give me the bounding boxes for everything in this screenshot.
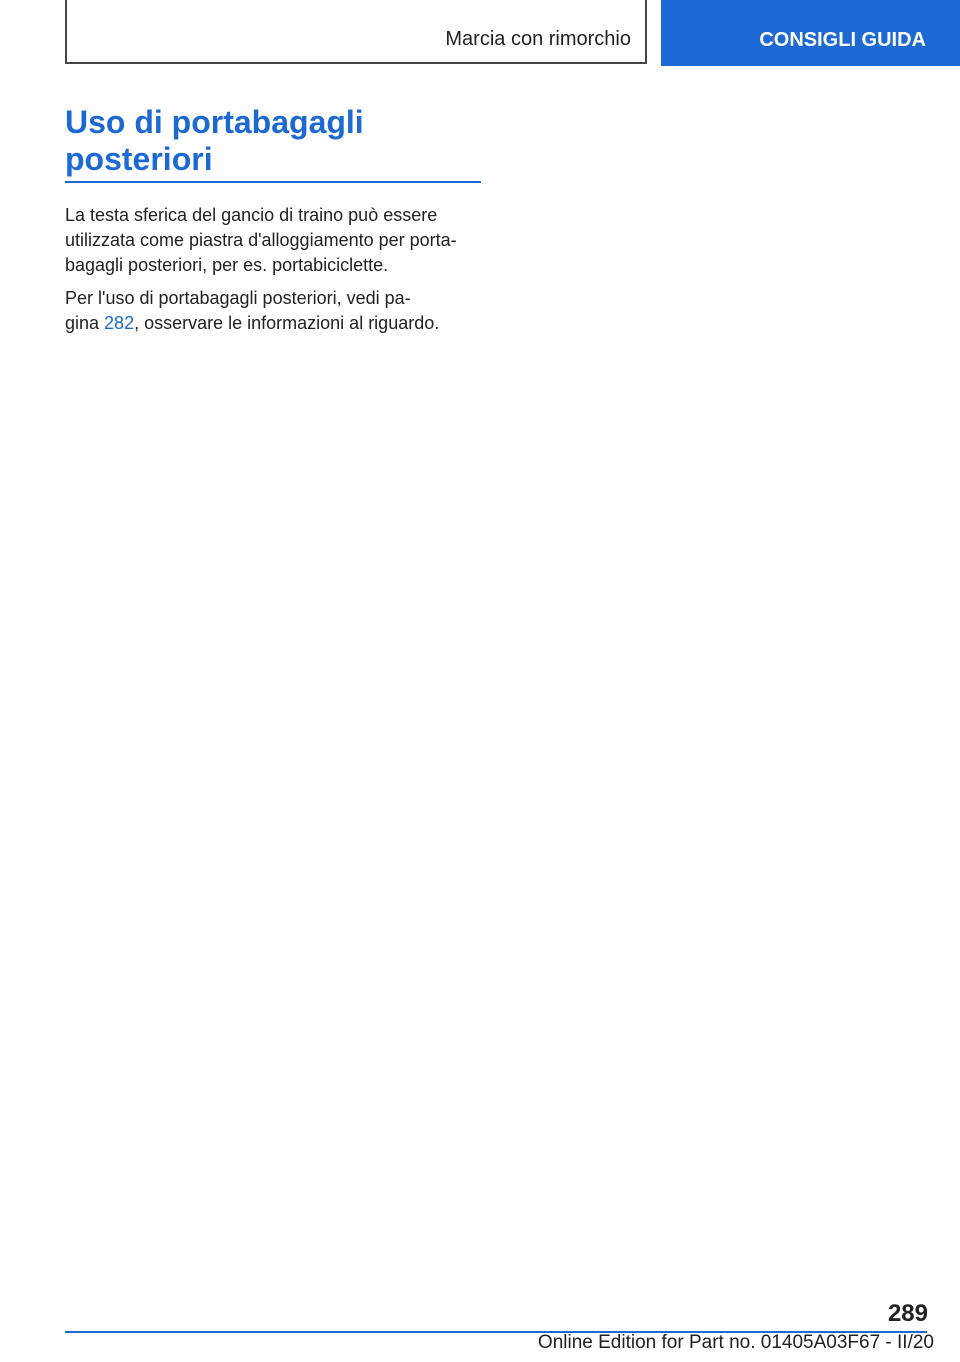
section-header-title: Marcia con rimorchio bbox=[445, 28, 631, 50]
article-title bbox=[65, 104, 485, 178]
paragraph-2-prefix: gina bbox=[65, 313, 105, 333]
article-title-line-2: posteriori bbox=[65, 141, 213, 177]
header-frame bbox=[65, 0, 647, 64]
page-reference-link[interactable]: 282 bbox=[104, 313, 135, 333]
chapter-tab bbox=[661, 0, 960, 66]
paragraph-1-line-2: utilizzata come piastra d'alloggiamento per porta‐ bbox=[65, 230, 457, 250]
article-title-line-1: Uso di portabagagli bbox=[65, 104, 364, 140]
paragraph-1-line-3: bagagli posteriori, per es. portabiciclette. bbox=[65, 255, 389, 275]
edition-footer: Online Edition for Part no. 01405A03F67 - II/20 bbox=[537, 1332, 934, 1353]
paragraph-see-page bbox=[65, 286, 485, 336]
paragraph-2-suffix: , osservare le informazioni al riguardo. bbox=[134, 313, 440, 333]
paragraph-1-line-1: La testa sferica del gancio di traino può essere bbox=[65, 205, 438, 225]
page-number: 289 bbox=[887, 1300, 928, 1327]
chapter-label: CONSIGLI GUIDA bbox=[759, 29, 926, 51]
title-underline bbox=[65, 181, 481, 183]
paragraph-tow-ball-usage bbox=[65, 203, 485, 278]
paragraph-2-line-1: Per l'uso di portabagagli posteriori, vedi pa‐ bbox=[65, 288, 411, 308]
